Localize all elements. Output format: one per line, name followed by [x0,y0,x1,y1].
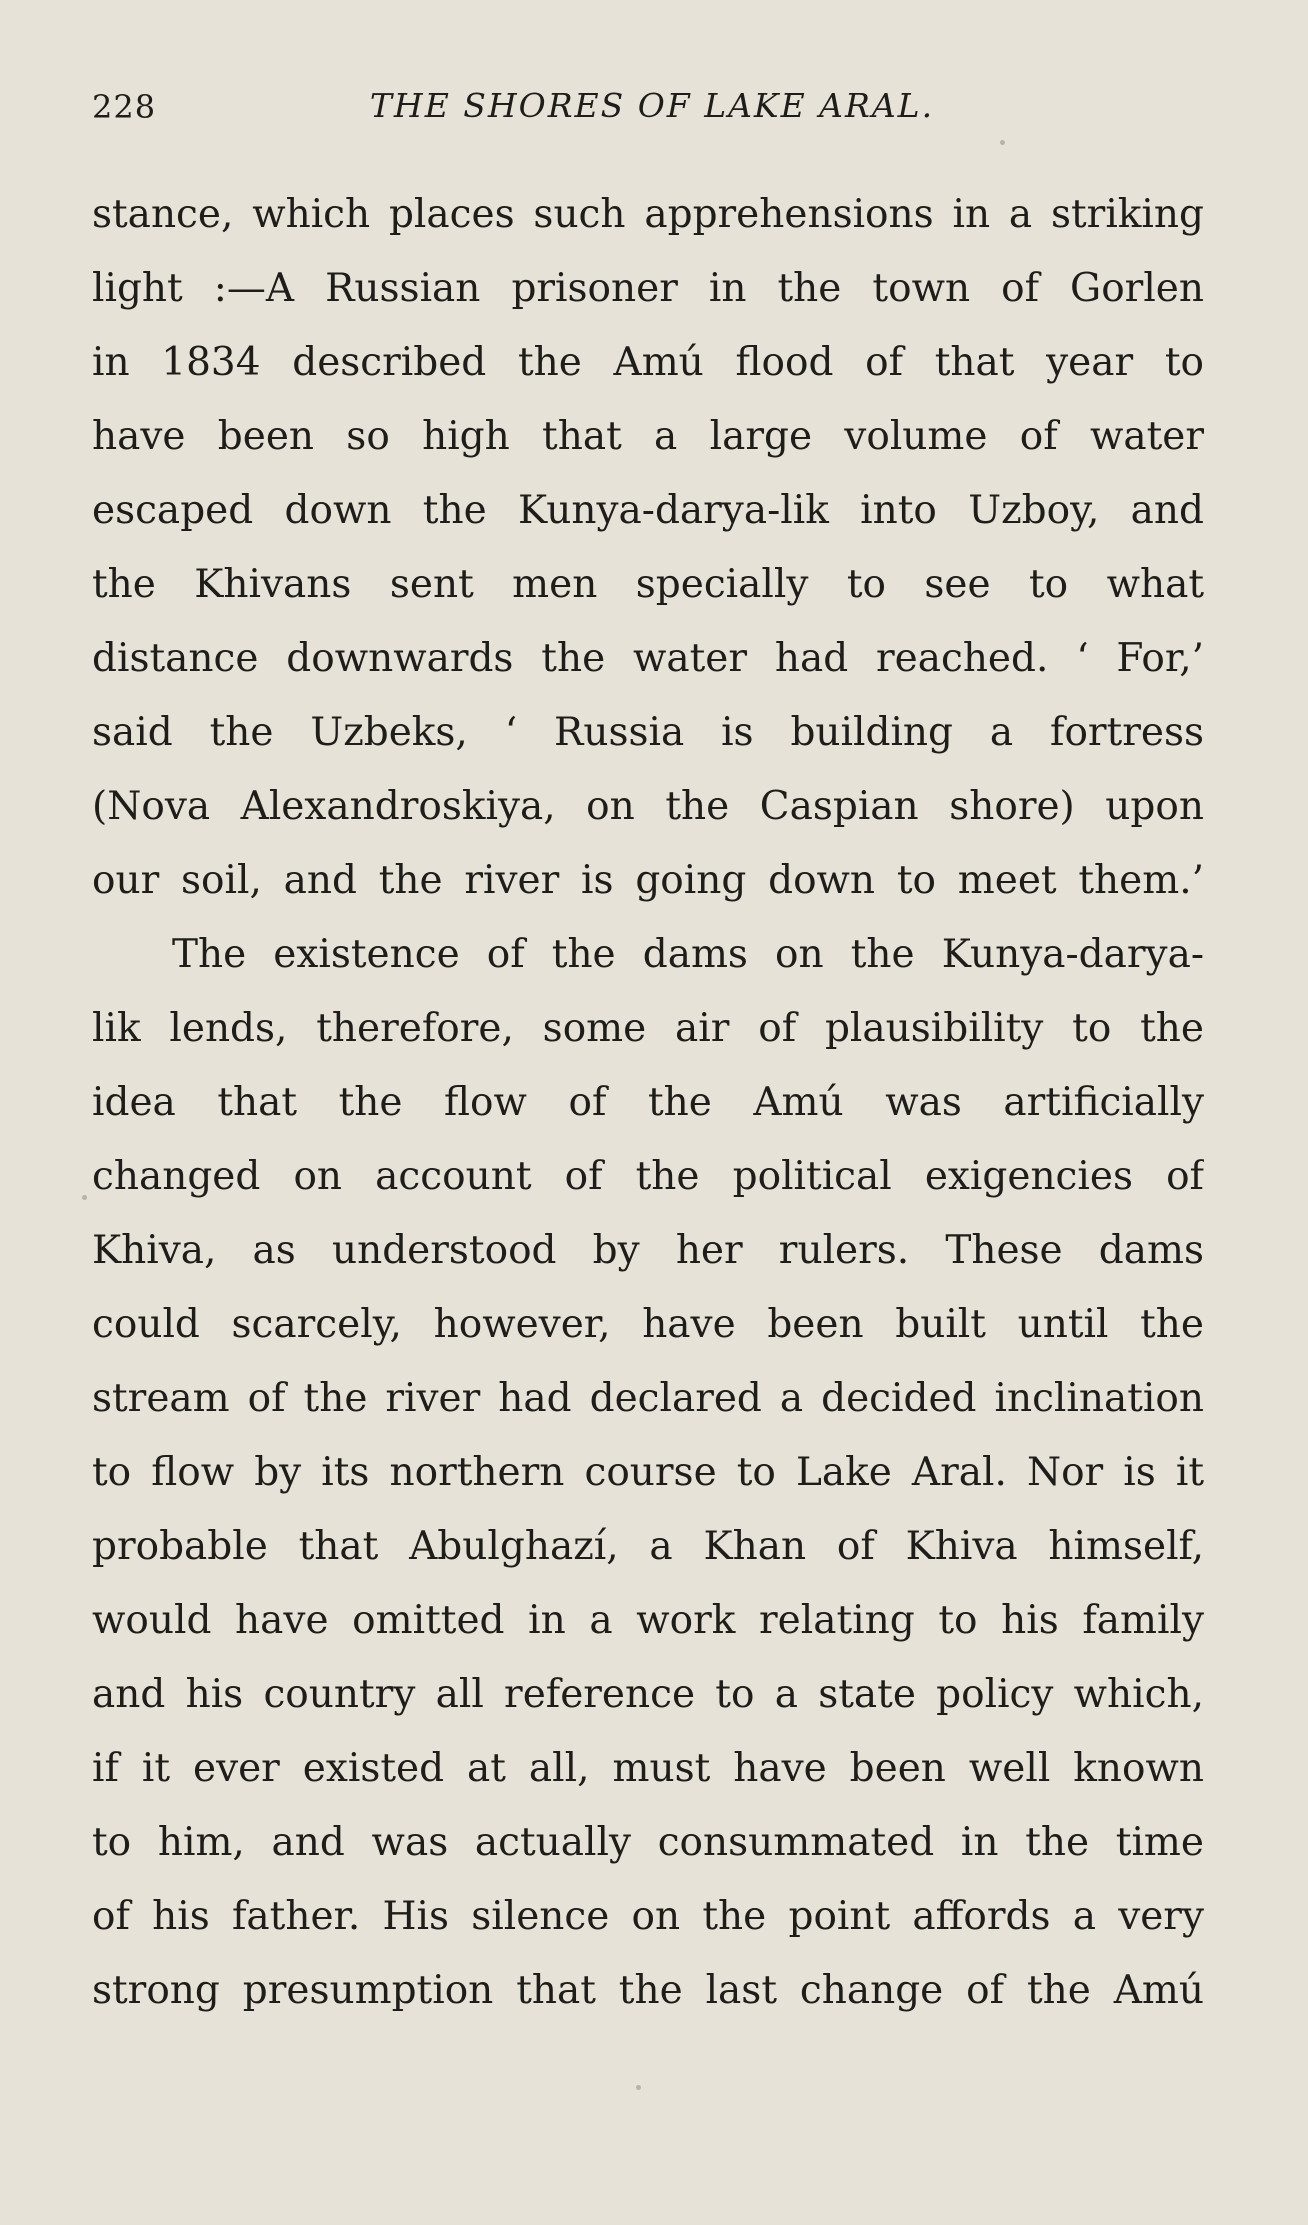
text-line: could scarcely, however, have been built until the [92,1302,1204,1347]
paper-speck [1000,140,1005,145]
text-line: strong presumption that the last change of the Amú [92,1968,1204,2013]
text-line: stream of the river had declared a decided inclination [92,1376,1204,1421]
text-line: Khiva, as understood by her rulers. These dams [92,1228,1204,1273]
text-line: have been so high that a large volume of water [92,414,1204,459]
page-number: 228 [92,88,157,126]
text-line: distance downwards the water had reached. ‘ For,’ [92,636,1204,681]
text-line: in 1834 described the Amú flood of that year to [92,340,1204,385]
text-line: stance, which places such apprehensions in a striking [92,192,1204,237]
text-line: light :—A Russian prisoner in the town of Gorlen [92,266,1204,311]
paper-speck [82,1195,87,1200]
text-line: to flow by its northern course to Lake Aral. Nor is it [92,1450,1204,1495]
text-line: said the Uzbeks, ‘ Russia is building a fortress [92,710,1204,755]
text-line: of his father. His silence on the point affords a very [92,1894,1204,1939]
running-title: THE SHORES OF LAKE ARAL. [369,86,935,125]
text-line: escaped down the Kunya-darya-lik into Uzboy, and [92,488,1204,533]
text-line: if it ever existed at all, must have been well known [92,1746,1204,1791]
text-line: (Nova Alexandroskiya, on the Caspian shore) upon [92,784,1204,829]
body-text [92,178,1204,2028]
text-line: the Khivans sent men specially to see to what [92,562,1204,607]
text-line: idea that the flow of the Amú was artificially [92,1080,1204,1125]
text-line: lik lends, therefore, some air of plausibility to the [92,1006,1204,1051]
paper-speck [636,2085,641,2090]
text-line: changed on account of the political exigencies of [92,1154,1204,1199]
running-head [92,80,1212,130]
text-line: to him, and was actually consummated in the time [92,1820,1204,1865]
text-line: and his country all reference to a state policy which, [92,1672,1204,1717]
text-line: our soil, and the river is going down to meet them.’ [92,858,1204,903]
paragraph-start-line: The existence of the dams on the Kunya-darya- [172,932,1204,977]
text-line: probable that Abulghazí, a Khan of Khiva himself, [92,1524,1204,1569]
text-line: would have omitted in a work relating to his family [92,1598,1204,1643]
